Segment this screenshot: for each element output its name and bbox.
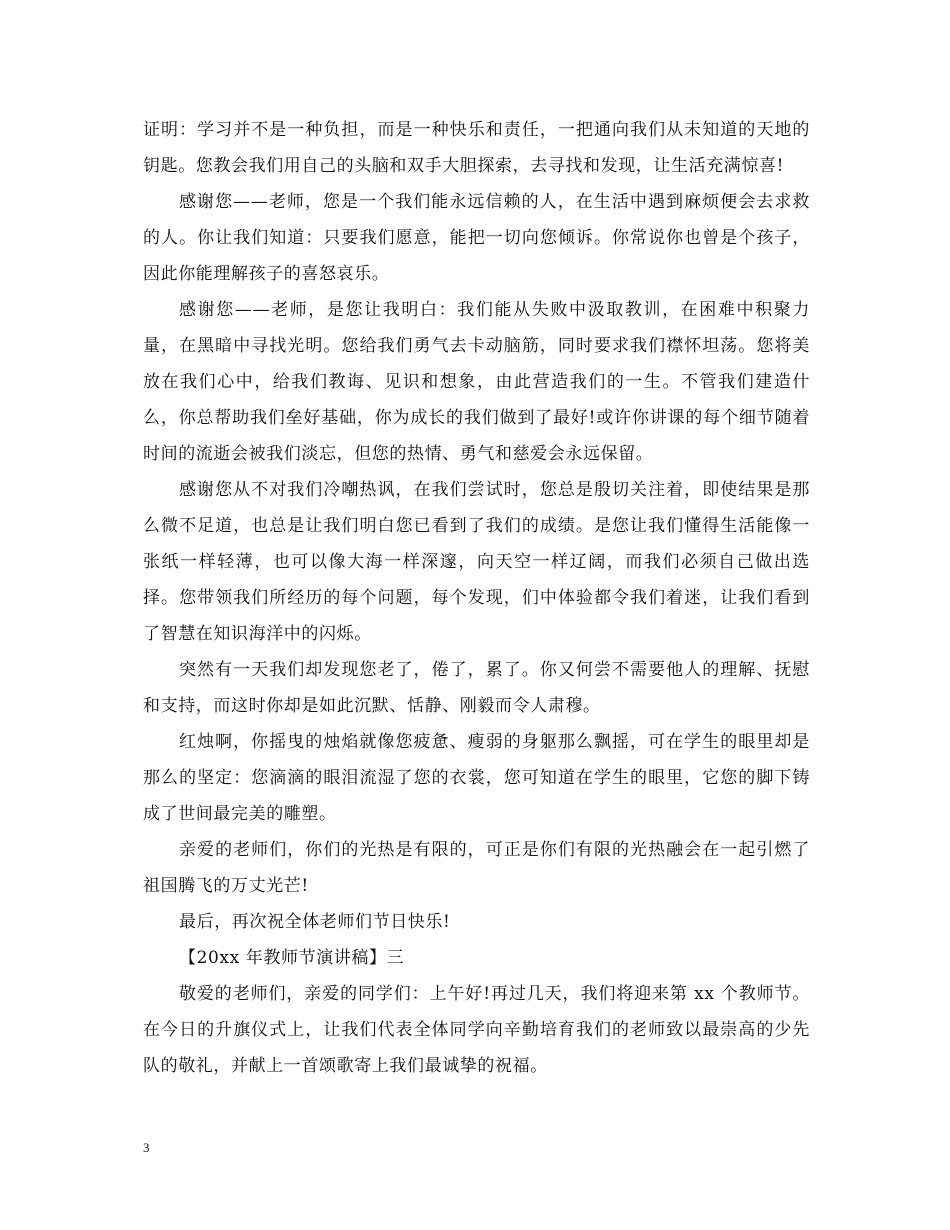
page-number: 3 bbox=[143, 1140, 150, 1155]
paragraph-6: 红烛啊，你摇曳的烛焰就像您疲惫、瘦弱的身躯那么飘摇，可在学生的眼里却是那么的坚定：您滴滴的眼泪流湿了您的衣裳，您可知道在学生的眼里，它您的脚下铸成了世间最完美的雕塑。 bbox=[143, 732, 810, 824]
section-heading: 【20xx 年教师节演讲稿】三 bbox=[179, 948, 405, 968]
document-body bbox=[143, 112, 810, 1084]
paragraph-4: 感谢您从不对我们冷嘲热讽，在我们尝试时，您总是殷切关注着，即使结果是那么微不足道，也总是让我们明白您已看到了我们的成绩。是您让我们懂得生活能像一张纸一样轻薄，也可以像大海一样深邃，向天空一样辽阔，而我们必须自己做出选择。您带领我们所经历的每个问题，每个发现，们中体验都令我们着迷，让我们看到了智慧在知识海洋中的闪烁。 bbox=[143, 480, 810, 644]
paragraph-10: 敬爱的老师们，亲爱的同学们：上午好!再过几天，我们将迎来第 xx 个教师节。在今日的升旗仪式上，让我们代表全体同学向辛勤培育我们的老师致以最崇高的少先队的敬礼，并献上一首颂歌寄上我们最诚挚的祝福。 bbox=[143, 984, 810, 1076]
paragraph-3: 感谢您——老师，是您让我明白：我们能从失败中汲取教训，在困难中积聚力量，在黑暗中寻找光明。您给我们勇气去卡动脑筋，同时要求我们襟怀坦荡。您将美放在我们心中，给我们教诲、见识和想象，由此营造我们的一生。不管我们建造什么，你总帮助我们垒好基础，你为成长的我们做到了最好!或许你讲课的每个细节随着时间的流逝会被我们淡忘，但您的热情、勇气和慈爱会永远保留。 bbox=[143, 300, 810, 464]
paragraph-8: 最后，再次祝全体老师们节日快乐! bbox=[179, 912, 451, 932]
paragraph-5: 突然有一天我们却发现您老了，倦了，累了。你又何尝不需要他人的理解、抚慰和支持，而这时你却是如此沉默、恬静、刚毅而令人肃穆。 bbox=[143, 660, 810, 716]
paragraph-1: 证明：学习并不是一种负担，而是一种快乐和责任，一把通向我们从未知道的天地的钥匙。您教会我们用自己的头脑和双手大胆探索，去寻找和发现，让生活充满惊喜! bbox=[143, 120, 810, 176]
paragraph-2: 感谢您——老师，您是一个我们能永远信赖的人，在生活中遇到麻烦便会去求救的人。你让我们知道：只要我们愿意，能把一切向您倾诉。你常说你也曾是个孩子，因此你能理解孩子的喜怒哀乐。 bbox=[143, 192, 810, 284]
paragraph-7: 亲爱的老师们，你们的光热是有限的，可正是你们有限的光热融会在一起引燃了祖国腾飞的万丈光芒! bbox=[143, 840, 810, 896]
